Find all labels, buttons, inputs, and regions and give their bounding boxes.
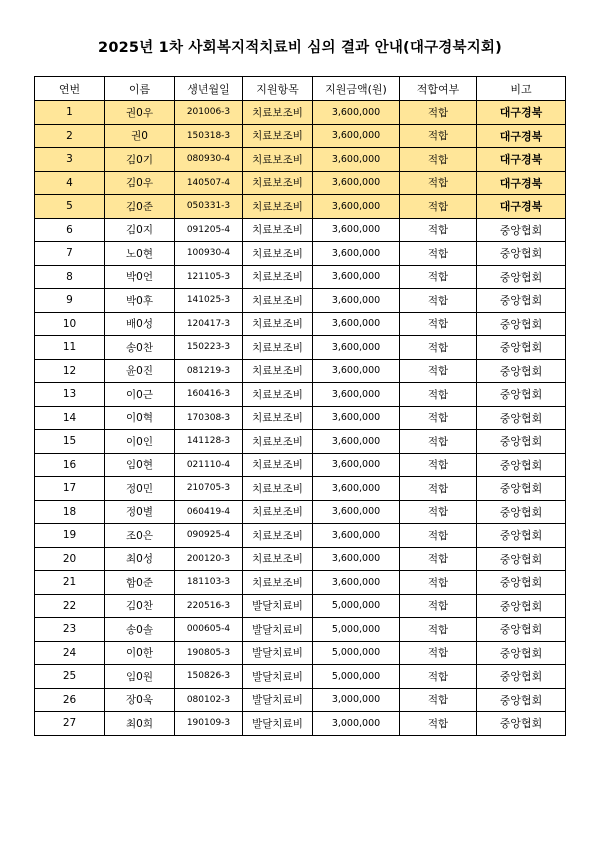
birth-date: 021110-4 bbox=[175, 453, 243, 477]
table-row bbox=[35, 383, 566, 407]
support-item: 치료보조비 bbox=[243, 195, 313, 219]
support-amount: 5,000,000 bbox=[313, 641, 400, 665]
note: 대구경북 bbox=[477, 101, 566, 125]
header-name: 이름 bbox=[105, 77, 175, 101]
eligibility-status: 적합 bbox=[400, 688, 477, 712]
recipient-name: 송0솔 bbox=[105, 618, 175, 642]
eligibility-status: 적합 bbox=[400, 618, 477, 642]
note: 중앙협회 bbox=[477, 406, 566, 430]
support-item: 치료보조비 bbox=[243, 524, 313, 548]
recipient-name: 송0찬 bbox=[105, 336, 175, 360]
birth-date: 000605-4 bbox=[175, 618, 243, 642]
note: 중앙협회 bbox=[477, 571, 566, 595]
support-amount: 3,600,000 bbox=[313, 477, 400, 501]
table-row bbox=[35, 430, 566, 454]
table-row bbox=[35, 406, 566, 430]
note: 중앙협회 bbox=[477, 312, 566, 336]
support-amount: 3,600,000 bbox=[313, 430, 400, 454]
table-row bbox=[35, 265, 566, 289]
support-item: 치료보조비 bbox=[243, 312, 313, 336]
support-item: 치료보조비 bbox=[243, 453, 313, 477]
eligibility-status: 적합 bbox=[400, 265, 477, 289]
recipient-name: 임0현 bbox=[105, 453, 175, 477]
note: 중앙협회 bbox=[477, 359, 566, 383]
eligibility-status: 적합 bbox=[400, 148, 477, 172]
row-number: 20 bbox=[35, 547, 105, 571]
table-row bbox=[35, 359, 566, 383]
birth-date: 121105-3 bbox=[175, 265, 243, 289]
row-number: 23 bbox=[35, 618, 105, 642]
row-number: 25 bbox=[35, 665, 105, 689]
note: 중앙협회 bbox=[477, 594, 566, 618]
note: 중앙협회 bbox=[477, 547, 566, 571]
table-row bbox=[35, 641, 566, 665]
row-number: 19 bbox=[35, 524, 105, 548]
support-item: 발달치료비 bbox=[243, 641, 313, 665]
table-row bbox=[35, 171, 566, 195]
recipient-name: 이0인 bbox=[105, 430, 175, 454]
support-item: 발달치료비 bbox=[243, 618, 313, 642]
recipient-name: 정0별 bbox=[105, 500, 175, 524]
recipient-name: 최0희 bbox=[105, 712, 175, 736]
recipient-name: 김0우 bbox=[105, 171, 175, 195]
table-row bbox=[35, 618, 566, 642]
recipient-name: 박0후 bbox=[105, 289, 175, 313]
birth-date: 050331-3 bbox=[175, 195, 243, 219]
table-row bbox=[35, 594, 566, 618]
row-number: 26 bbox=[35, 688, 105, 712]
recipient-name: 최0성 bbox=[105, 547, 175, 571]
support-item: 치료보조비 bbox=[243, 265, 313, 289]
birth-date: 181103-3 bbox=[175, 571, 243, 595]
row-number: 11 bbox=[35, 336, 105, 360]
support-amount: 3,600,000 bbox=[313, 571, 400, 595]
birth-date: 210705-3 bbox=[175, 477, 243, 501]
birth-date: 220516-3 bbox=[175, 594, 243, 618]
support-item: 치료보조비 bbox=[243, 101, 313, 125]
eligibility-status: 적합 bbox=[400, 547, 477, 571]
support-item: 발달치료비 bbox=[243, 688, 313, 712]
eligibility-status: 적합 bbox=[400, 571, 477, 595]
support-amount: 3,000,000 bbox=[313, 688, 400, 712]
birth-date: 060419-4 bbox=[175, 500, 243, 524]
support-item: 발달치료비 bbox=[243, 712, 313, 736]
table-row bbox=[35, 477, 566, 501]
table-row bbox=[35, 453, 566, 477]
support-amount: 3,600,000 bbox=[313, 242, 400, 266]
support-item: 치료보조비 bbox=[243, 242, 313, 266]
header-no: 연번 bbox=[35, 77, 105, 101]
header-birth: 생년월일 bbox=[175, 77, 243, 101]
table-row bbox=[35, 336, 566, 360]
support-item: 치료보조비 bbox=[243, 500, 313, 524]
support-item: 치료보조비 bbox=[243, 148, 313, 172]
recipient-name: 김0찬 bbox=[105, 594, 175, 618]
support-amount: 3,600,000 bbox=[313, 218, 400, 242]
note: 중앙협회 bbox=[477, 641, 566, 665]
birth-date: 081219-3 bbox=[175, 359, 243, 383]
birth-date: 100930-4 bbox=[175, 242, 243, 266]
eligibility-status: 적합 bbox=[400, 477, 477, 501]
table-row bbox=[35, 312, 566, 336]
recipient-name: 이0혁 bbox=[105, 406, 175, 430]
row-number: 18 bbox=[35, 500, 105, 524]
support-item: 치료보조비 bbox=[243, 477, 313, 501]
note: 중앙협회 bbox=[477, 688, 566, 712]
recipient-name: 윤0진 bbox=[105, 359, 175, 383]
support-item: 치료보조비 bbox=[243, 171, 313, 195]
birth-date: 140507-4 bbox=[175, 171, 243, 195]
table-row bbox=[35, 524, 566, 548]
table-row bbox=[35, 571, 566, 595]
row-number: 27 bbox=[35, 712, 105, 736]
birth-date: 150223-3 bbox=[175, 336, 243, 360]
recipient-name: 이0한 bbox=[105, 641, 175, 665]
header-status: 적합여부 bbox=[400, 77, 477, 101]
row-number: 13 bbox=[35, 383, 105, 407]
row-number: 4 bbox=[35, 171, 105, 195]
header-note: 비고 bbox=[477, 77, 566, 101]
recipient-name: 김0기 bbox=[105, 148, 175, 172]
table-row bbox=[35, 289, 566, 313]
row-number: 6 bbox=[35, 218, 105, 242]
birth-date: 150318-3 bbox=[175, 124, 243, 148]
recipient-name: 김0지 bbox=[105, 218, 175, 242]
support-item: 치료보조비 bbox=[243, 289, 313, 313]
birth-date: 200120-3 bbox=[175, 547, 243, 571]
birth-date: 141128-3 bbox=[175, 430, 243, 454]
table-row bbox=[35, 218, 566, 242]
note: 중앙협회 bbox=[477, 265, 566, 289]
results-table bbox=[34, 76, 566, 736]
table-row bbox=[35, 148, 566, 172]
support-item: 치료보조비 bbox=[243, 336, 313, 360]
support-amount: 3,600,000 bbox=[313, 383, 400, 407]
eligibility-status: 적합 bbox=[400, 712, 477, 736]
table-row bbox=[35, 124, 566, 148]
eligibility-status: 적합 bbox=[400, 524, 477, 548]
support-amount: 5,000,000 bbox=[313, 594, 400, 618]
row-number: 10 bbox=[35, 312, 105, 336]
note: 대구경북 bbox=[477, 148, 566, 172]
header-item: 지원항목 bbox=[243, 77, 313, 101]
recipient-name: 함0준 bbox=[105, 571, 175, 595]
recipient-name: 김0준 bbox=[105, 195, 175, 219]
note: 중앙협회 bbox=[477, 524, 566, 548]
support-item: 치료보조비 bbox=[243, 218, 313, 242]
eligibility-status: 적합 bbox=[400, 124, 477, 148]
eligibility-status: 적합 bbox=[400, 594, 477, 618]
recipient-name: 정0민 bbox=[105, 477, 175, 501]
birth-date: 160416-3 bbox=[175, 383, 243, 407]
eligibility-status: 적합 bbox=[400, 195, 477, 219]
table-row bbox=[35, 665, 566, 689]
birth-date: 120417-3 bbox=[175, 312, 243, 336]
eligibility-status: 적합 bbox=[400, 641, 477, 665]
row-number: 12 bbox=[35, 359, 105, 383]
note: 중앙협회 bbox=[477, 430, 566, 454]
support-amount: 3,600,000 bbox=[313, 148, 400, 172]
table-row bbox=[35, 500, 566, 524]
support-item: 치료보조비 bbox=[243, 406, 313, 430]
birth-date: 170308-3 bbox=[175, 406, 243, 430]
recipient-name: 장0욱 bbox=[105, 688, 175, 712]
eligibility-status: 적합 bbox=[400, 500, 477, 524]
recipient-name: 이0근 bbox=[105, 383, 175, 407]
eligibility-status: 적합 bbox=[400, 406, 477, 430]
support-amount: 5,000,000 bbox=[313, 618, 400, 642]
row-number: 16 bbox=[35, 453, 105, 477]
recipient-name: 박0언 bbox=[105, 265, 175, 289]
support-amount: 3,600,000 bbox=[313, 171, 400, 195]
support-amount: 3,600,000 bbox=[313, 101, 400, 125]
eligibility-status: 적합 bbox=[400, 289, 477, 313]
row-number: 1 bbox=[35, 101, 105, 125]
row-number: 9 bbox=[35, 289, 105, 313]
eligibility-status: 적합 bbox=[400, 312, 477, 336]
row-number: 24 bbox=[35, 641, 105, 665]
support-amount: 3,600,000 bbox=[313, 124, 400, 148]
note: 중앙협회 bbox=[477, 500, 566, 524]
eligibility-status: 적합 bbox=[400, 218, 477, 242]
support-item: 치료보조비 bbox=[243, 571, 313, 595]
eligibility-status: 적합 bbox=[400, 242, 477, 266]
note: 중앙협회 bbox=[477, 453, 566, 477]
support-amount: 3,600,000 bbox=[313, 265, 400, 289]
eligibility-status: 적합 bbox=[400, 430, 477, 454]
table-row bbox=[35, 688, 566, 712]
row-number: 2 bbox=[35, 124, 105, 148]
note: 중앙협회 bbox=[477, 218, 566, 242]
birth-date: 201006-3 bbox=[175, 101, 243, 125]
note: 중앙협회 bbox=[477, 242, 566, 266]
note: 중앙협회 bbox=[477, 336, 566, 360]
support-amount: 3,600,000 bbox=[313, 524, 400, 548]
page-title: 2025년 1차 사회복지적치료비 심의 결과 안내(대구경북지회) bbox=[98, 40, 502, 56]
recipient-name: 조0은 bbox=[105, 524, 175, 548]
note: 대구경북 bbox=[477, 195, 566, 219]
support-amount: 3,600,000 bbox=[313, 547, 400, 571]
support-amount: 3,000,000 bbox=[313, 712, 400, 736]
eligibility-status: 적합 bbox=[400, 359, 477, 383]
table-row bbox=[35, 242, 566, 266]
note: 대구경북 bbox=[477, 171, 566, 195]
header-amount: 지원금액(원) bbox=[313, 77, 400, 101]
row-number: 14 bbox=[35, 406, 105, 430]
note: 중앙협회 bbox=[477, 477, 566, 501]
support-amount: 3,600,000 bbox=[313, 336, 400, 360]
header-row bbox=[35, 77, 566, 101]
note: 대구경북 bbox=[477, 124, 566, 148]
row-number: 5 bbox=[35, 195, 105, 219]
recipient-name: 권0우 bbox=[105, 101, 175, 125]
recipient-name: 임0원 bbox=[105, 665, 175, 689]
eligibility-status: 적합 bbox=[400, 101, 477, 125]
support-item: 치료보조비 bbox=[243, 383, 313, 407]
note: 중앙협회 bbox=[477, 289, 566, 313]
birth-date: 150826-3 bbox=[175, 665, 243, 689]
birth-date: 091205-4 bbox=[175, 218, 243, 242]
note: 중앙협회 bbox=[477, 618, 566, 642]
eligibility-status: 적합 bbox=[400, 453, 477, 477]
support-item: 치료보조비 bbox=[243, 430, 313, 454]
birth-date: 080102-3 bbox=[175, 688, 243, 712]
note: 중앙협회 bbox=[477, 712, 566, 736]
support-amount: 3,600,000 bbox=[313, 500, 400, 524]
support-amount: 5,000,000 bbox=[313, 665, 400, 689]
recipient-name: 노0현 bbox=[105, 242, 175, 266]
row-number: 7 bbox=[35, 242, 105, 266]
support-item: 발달치료비 bbox=[243, 665, 313, 689]
support-amount: 3,600,000 bbox=[313, 289, 400, 313]
birth-date: 090925-4 bbox=[175, 524, 243, 548]
row-number: 21 bbox=[35, 571, 105, 595]
row-number: 22 bbox=[35, 594, 105, 618]
row-number: 15 bbox=[35, 430, 105, 454]
table-row bbox=[35, 712, 566, 736]
birth-date: 141025-3 bbox=[175, 289, 243, 313]
table-row bbox=[35, 195, 566, 219]
birth-date: 190805-3 bbox=[175, 641, 243, 665]
eligibility-status: 적합 bbox=[400, 336, 477, 360]
note: 중앙협회 bbox=[477, 383, 566, 407]
support-item: 치료보조비 bbox=[243, 359, 313, 383]
row-number: 8 bbox=[35, 265, 105, 289]
birth-date: 080930-4 bbox=[175, 148, 243, 172]
recipient-name: 권0 bbox=[105, 124, 175, 148]
eligibility-status: 적합 bbox=[400, 383, 477, 407]
support-item: 발달치료비 bbox=[243, 594, 313, 618]
support-amount: 3,600,000 bbox=[313, 453, 400, 477]
recipient-name: 배0성 bbox=[105, 312, 175, 336]
table-row bbox=[35, 547, 566, 571]
support-amount: 3,600,000 bbox=[313, 406, 400, 430]
row-number: 17 bbox=[35, 477, 105, 501]
note: 중앙협회 bbox=[477, 665, 566, 689]
support-amount: 3,600,000 bbox=[313, 195, 400, 219]
birth-date: 190109-3 bbox=[175, 712, 243, 736]
table-row bbox=[35, 101, 566, 125]
support-item: 치료보조비 bbox=[243, 124, 313, 148]
eligibility-status: 적합 bbox=[400, 171, 477, 195]
support-amount: 3,600,000 bbox=[313, 359, 400, 383]
support-item: 치료보조비 bbox=[243, 547, 313, 571]
eligibility-status: 적합 bbox=[400, 665, 477, 689]
support-amount: 3,600,000 bbox=[313, 312, 400, 336]
row-number: 3 bbox=[35, 148, 105, 172]
